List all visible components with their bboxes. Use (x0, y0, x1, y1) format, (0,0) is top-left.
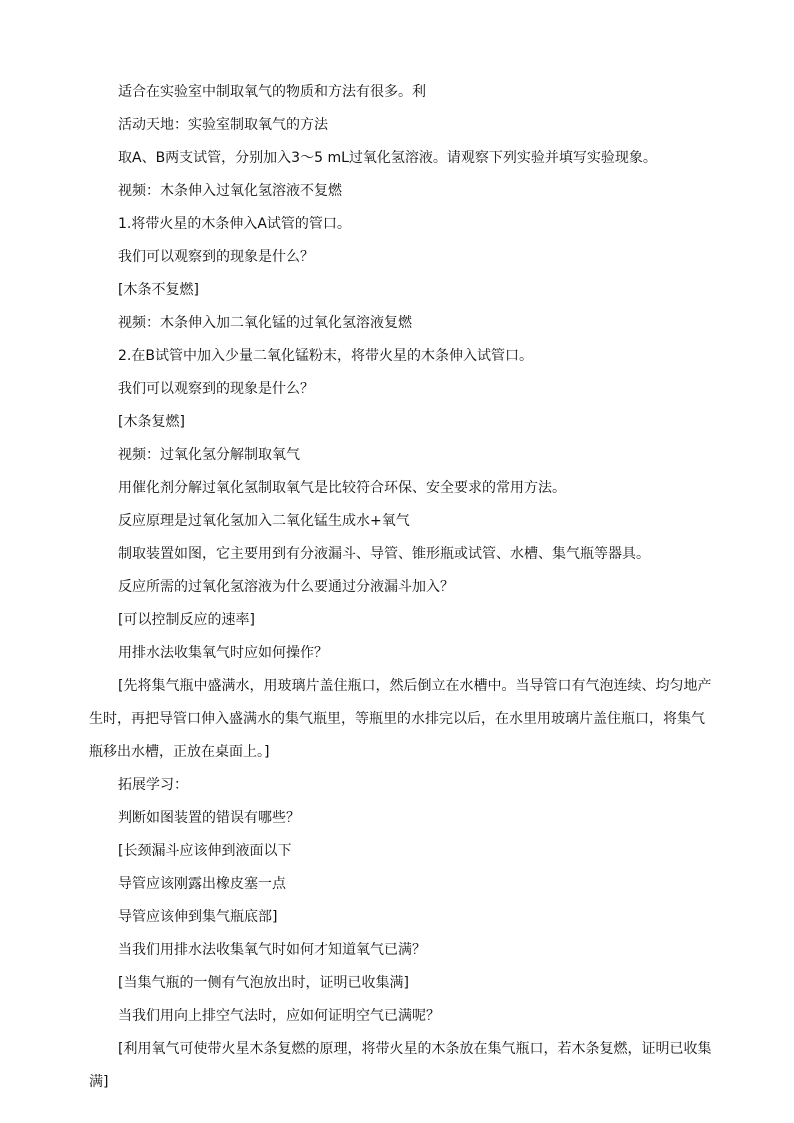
paragraph-step-1: 1.将带火星的木条伸入A试管的管口。 (118, 216, 351, 232)
paragraph-intro: 适合在实验室中制取氧气的物质和方法有很多。利 (118, 84, 426, 100)
paragraph-procedure: 取A、B两支试管，分别加入3～5 mL过氧化氢溶液。请观察下列实验并填写实验现象。 (118, 150, 657, 166)
paragraph-answer-1: [木条不复燃] (118, 282, 199, 298)
paragraph-extension-title: 拓展学习： (118, 777, 188, 793)
paragraph-answer-6: [当集气瓶的一侧有气泡放出时，证明已收集满] (118, 975, 409, 991)
paragraph-step-2: 2.在B试管中加入少量二氧化锰粉末，将带火星的木条伸入试管口。 (118, 348, 533, 364)
paragraph-question-3: 反应所需的过氧化氢溶液为什么要通过分液漏斗加入？ (118, 579, 454, 595)
paragraph-video-3: 视频：过氧化氢分解制取氧气 (118, 447, 300, 463)
paragraph-answer-3: [可以控制反应的速率] (118, 612, 255, 628)
paragraph-video-2: 视频：木条伸入加二氧化锰的过氧化氢溶液复燃 (118, 315, 412, 331)
paragraph-question-2: 我们可以观察到的现象是什么？ (118, 381, 314, 397)
paragraph-answer-5b: 导管应该刚露出橡皮塞一点 (118, 876, 286, 892)
paragraph-answer-5a: [长颈漏斗应该伸到液面以下 (118, 843, 292, 859)
paragraph-answer-4: [先将集气瓶中盛满水，用玻璃片盖住瓶口，然后倒立在水槽中。当导管口有气泡连续、均匀地产生时，再把导管口伸入盛满水的集气瓶里，等瓶里的水排完以后，在水里用玻璃片盖住瓶口，将集气瓶移出水槽，正放在桌面上。] (89, 678, 712, 760)
paragraph-question-1: 我们可以观察到的现象是什么？ (118, 249, 314, 265)
paragraph-answer-5c: 导管应该伸到集气瓶底部] (118, 909, 278, 925)
paragraph-question-5: 判断如图装置的错误有哪些？ (118, 810, 300, 826)
paragraph-question-4: 用排水法收集氧气时应如何操作？ (118, 645, 328, 661)
paragraph-method: 用催化剂分解过氧化氢制取氧气是比较符合环保、安全要求的常用方法。 (118, 480, 566, 496)
paragraph-activity-title: 活动天地：实验室制取氧气的方法 (118, 117, 328, 133)
paragraph-answer-2: [木条复燃] (118, 414, 185, 430)
paragraph-question-7: 当我们用向上排空气法时，应如何证明空气已满呢？ (118, 1008, 440, 1024)
paragraph-question-6: 当我们用排水法收集氧气时如何才知道氧气已满？ (118, 942, 426, 958)
paragraph-principle: 反应原理是过氧化氢加入二氧化锰生成水+氧气 (118, 513, 410, 529)
paragraph-apparatus: 制取装置如图，它主要用到有分液漏斗、导管、锥形瓶或试管、水槽、集气瓶等器具。 (118, 546, 650, 562)
paragraph-video-1: 视频：木条伸入过氧化氢溶液不复燃 (118, 183, 342, 199)
paragraph-answer-7: [利用氧气可使带火星木条复燃的原理，将带火星的木条放在集气瓶口，若木条复燃，证明已收集满] (89, 1041, 712, 1090)
